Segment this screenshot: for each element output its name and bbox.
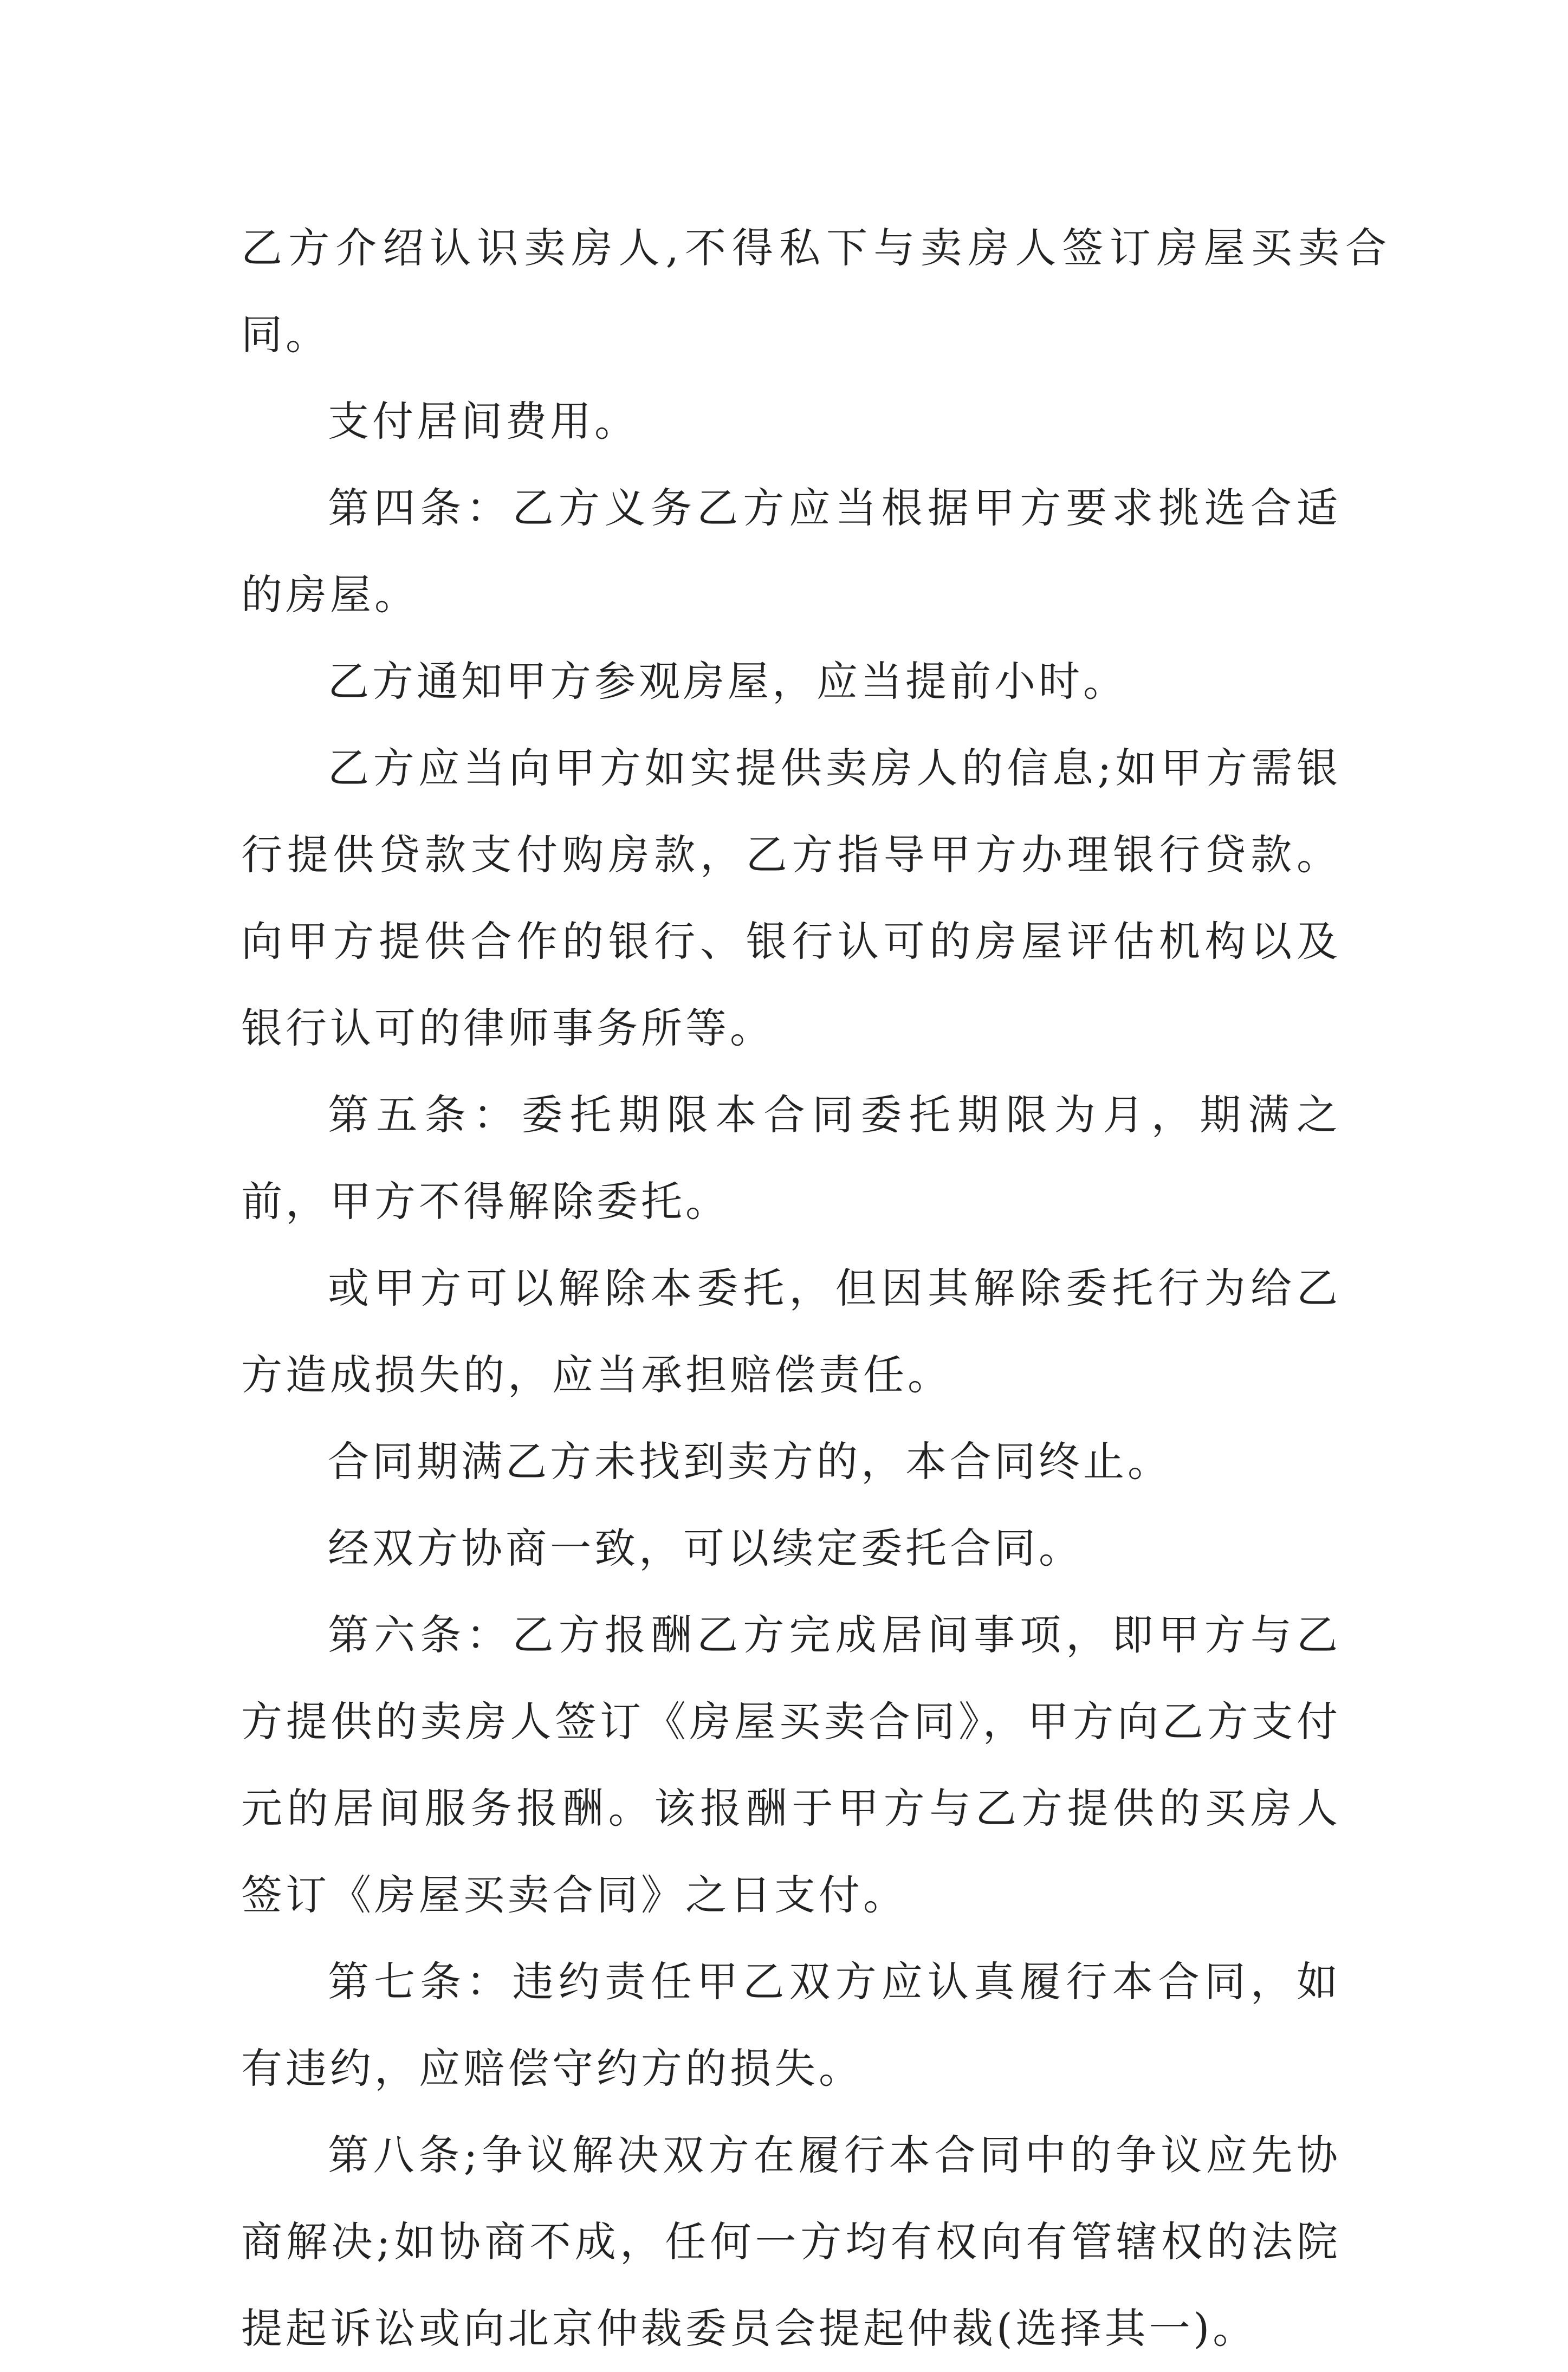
paragraph-article-5: 第五条：委托期限本合同委托期限为月，期满之前，甲方不得解除委托。 bbox=[241, 1091, 1341, 1226]
paragraph-renewal: 经双方协商一致，可以续定委托合同。 bbox=[328, 1524, 1083, 1572]
paragraph-termination-liability: 或甲方可以解除本委托，但因其解除委托行为给乙方造成损失的，应当承担赔偿责任。 bbox=[241, 1264, 1341, 1399]
paragraph-article-8: 第八条;争议解决双方在履行本合同中的争议应先协商解决;如协商不成，任何一方均有权向有管辖权的法院提起诉讼或向北京仲裁委员会提起仲裁(选择其一)。 bbox=[241, 2131, 1341, 2352]
paragraph-intro-continued: 乙方介绍认识卖房人,不得私下与卖房人签订房屋买卖合同。 bbox=[241, 224, 1390, 359]
paragraph-contract-expiry: 合同期满乙方未找到卖方的，本合同终止。 bbox=[328, 1437, 1172, 1486]
paragraph-viewing-notice: 乙方通知甲方参观房屋，应当提前小时。 bbox=[328, 657, 1128, 705]
document-body bbox=[241, 205, 1390, 2372]
paragraph-article-7: 第七条：违约责任甲乙双方应认真履行本合同，如有违约，应赔偿守约方的损失。 bbox=[241, 1958, 1341, 2092]
paragraph-payment: 支付居间费用。 bbox=[328, 397, 639, 445]
paragraph-article-4: 第四条：乙方义务乙方应当根据甲方要求挑选合适的房屋。 bbox=[241, 484, 1341, 619]
paragraph-seller-info: 乙方应当向甲方如实提供卖房人的信息;如甲方需银行提供贷款支付购房款，乙方指导甲方办理银行贷款。向甲方提供合作的银行、银行认可的房屋评估机构以及银行认可的律师事务所等。 bbox=[241, 744, 1341, 1052]
paragraph-article-6: 第六条：乙方报酬乙方完成居间事项，即甲方与乙方提供的卖房人签订《房屋买卖合同》，甲方向乙方支付元的居间服务报酬。该报酬于甲方与乙方提供的买房人签订《房屋买卖合同》之日支付。 bbox=[241, 1611, 1341, 1919]
